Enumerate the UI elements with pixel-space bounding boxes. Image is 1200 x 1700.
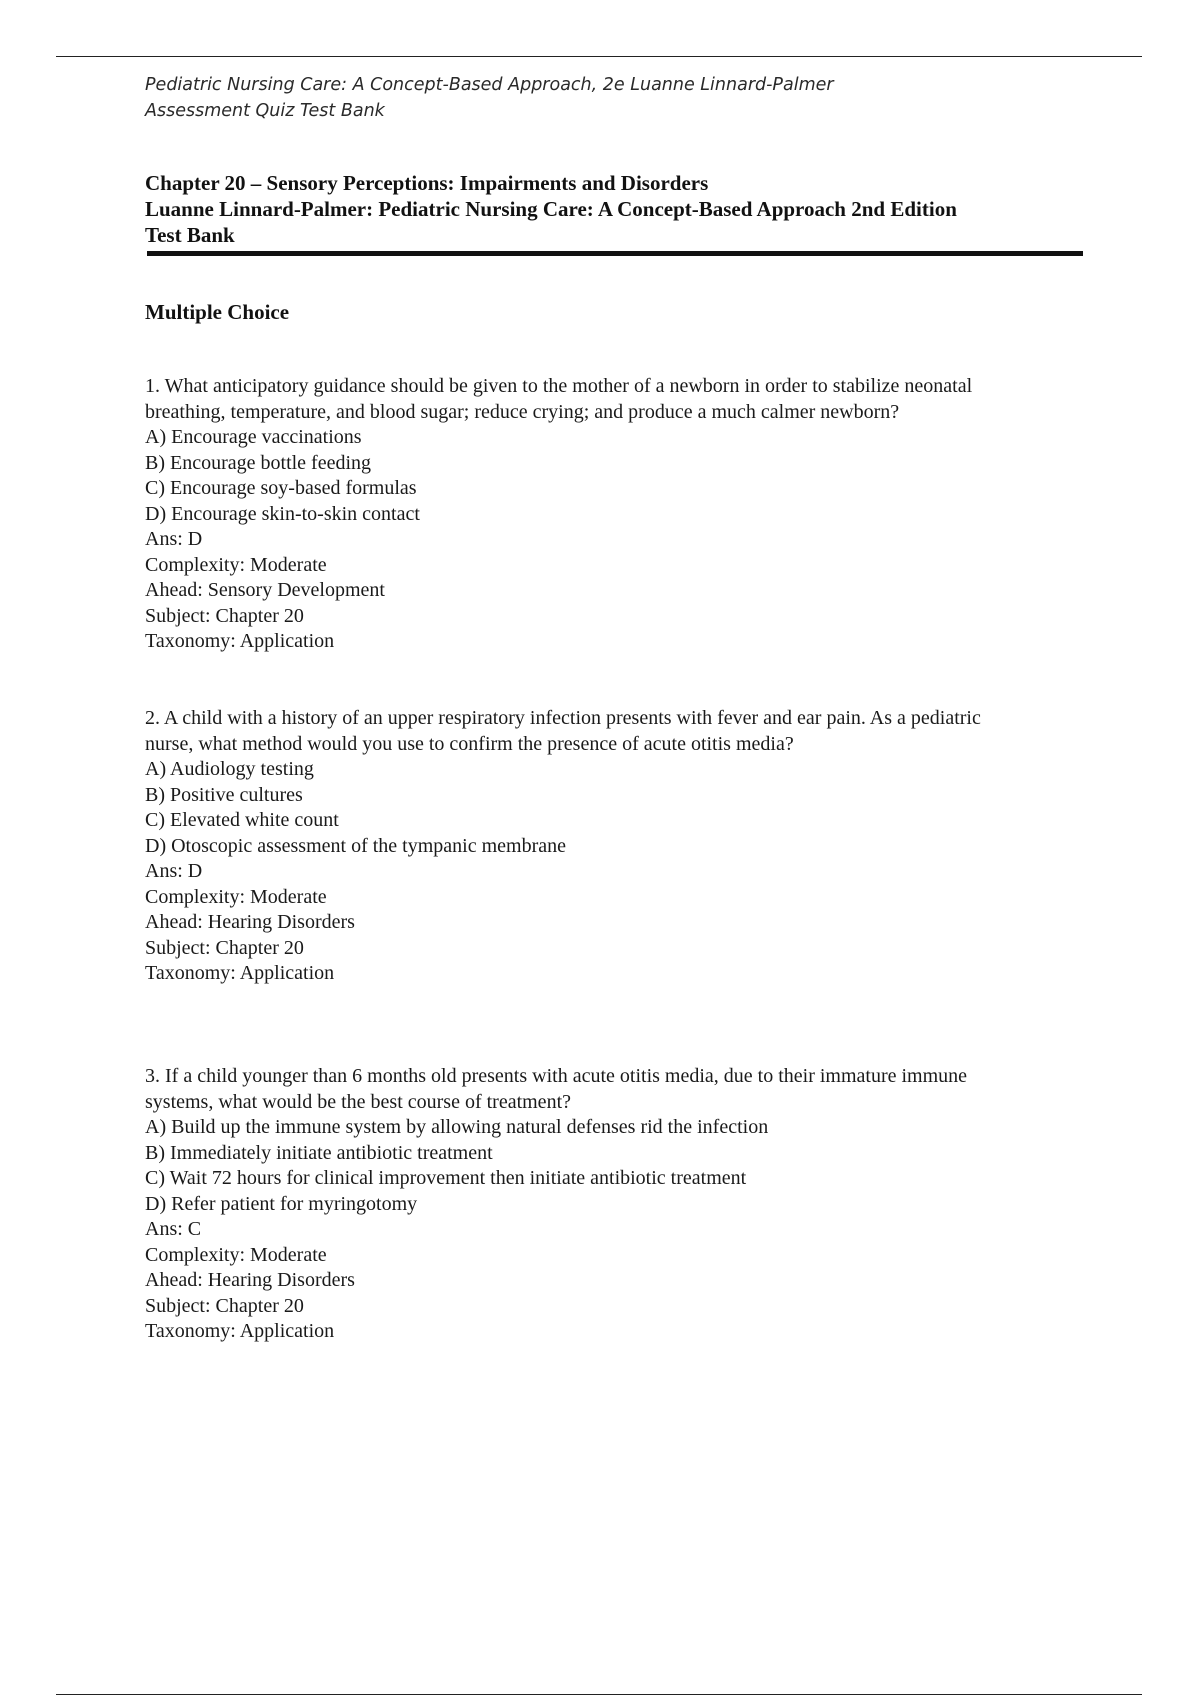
subject-meta: Subject: Chapter 20 <box>145 604 304 627</box>
top-rule <box>56 56 1142 57</box>
section-heading: Multiple Choice <box>145 300 290 324</box>
answer-option-b: B) Immediately initiate antibiotic treatment <box>145 1141 493 1164</box>
answer-key: Ans: C <box>145 1218 202 1240</box>
answer-option-d: D) Encourage skin-to-skin contact <box>145 502 420 525</box>
question-stem-line: nurse, what method would you use to confirm the presence of acute otitis media? <box>145 732 794 755</box>
answer-option-c: C) Encourage soy-based formulas <box>145 477 417 499</box>
question-stem-line: systems, what would be the best course of treatment? <box>145 1090 571 1113</box>
complexity-meta: Complexity: Moderate <box>145 553 327 576</box>
bottom-rule <box>56 1694 1142 1695</box>
answer-option-c: C) Elevated white count <box>145 809 339 831</box>
complexity-meta: Complexity: Moderate <box>145 1243 327 1266</box>
test-bank-label: Test Bank <box>145 223 235 247</box>
complexity-meta: Complexity: Moderate <box>145 885 327 908</box>
answer-option-c: C) Wait 72 hours for clinical improvement then initiate antibiotic treatment <box>145 1167 747 1189</box>
running-header-line-2: Assessment Quiz Test Bank <box>145 101 385 121</box>
book-title: Luanne Linnard-Palmer: Pediatric Nursing Care: A Concept-Based Approach 2nd Edition <box>145 197 957 221</box>
title-rule <box>147 251 1083 256</box>
subject-meta: Subject: Chapter 20 <box>145 936 304 959</box>
taxonomy-meta: Taxonomy: Application <box>145 962 335 984</box>
answer-key: Ans: D <box>145 860 203 882</box>
answer-key: Ans: D <box>145 528 203 550</box>
question-stem-line: 2. A child with a history of an upper respiratory infection presents with fever and ear pain. As a pediatric <box>145 707 981 729</box>
ahead-meta: Ahead: Hearing Disorders <box>145 1269 355 1291</box>
ahead-meta: Ahead: Hearing Disorders <box>145 911 355 933</box>
question-stem-line: breathing, temperature, and blood sugar; reduce crying; and produce a much calmer newborn? <box>145 400 900 423</box>
chapter-title-block <box>145 170 1085 248</box>
question-stem-line: 1. What anticipatory guidance should be given to the mother of a newborn in order to stabilize neonatal <box>145 375 973 397</box>
running-header <box>145 72 1105 124</box>
answer-option-d: D) Refer patient for myringotomy <box>145 1192 418 1215</box>
ahead-meta: Ahead: Sensory Development <box>145 579 385 601</box>
answer-option-b: B) Positive cultures <box>145 783 303 806</box>
question-stem-line: 3. If a child younger than 6 months old presents with acute otitis media, due to their immature immune <box>145 1065 968 1087</box>
question-3 <box>145 1064 1085 1345</box>
chapter-title: Chapter 20 – Sensory Perceptions: Impairments and Disorders <box>145 171 709 195</box>
subject-meta: Subject: Chapter 20 <box>145 1294 304 1317</box>
answer-option-a: A) Audiology testing <box>145 758 314 780</box>
answer-option-a: A) Build up the immune system by allowing natural defenses rid the infection <box>145 1116 769 1138</box>
taxonomy-meta: Taxonomy: Application <box>145 1320 335 1342</box>
answer-option-d: D) Otoscopic assessment of the tympanic membrane <box>145 834 566 857</box>
running-header-line-1: Pediatric Nursing Care: A Concept-Based Approach, 2e Luanne Linnard-Palmer <box>145 75 834 95</box>
taxonomy-meta: Taxonomy: Application <box>145 630 335 652</box>
question-1 <box>145 374 1085 655</box>
answer-option-b: B) Encourage bottle feeding <box>145 451 372 474</box>
answer-option-a: A) Encourage vaccinations <box>145 426 362 448</box>
question-2 <box>145 706 1085 987</box>
